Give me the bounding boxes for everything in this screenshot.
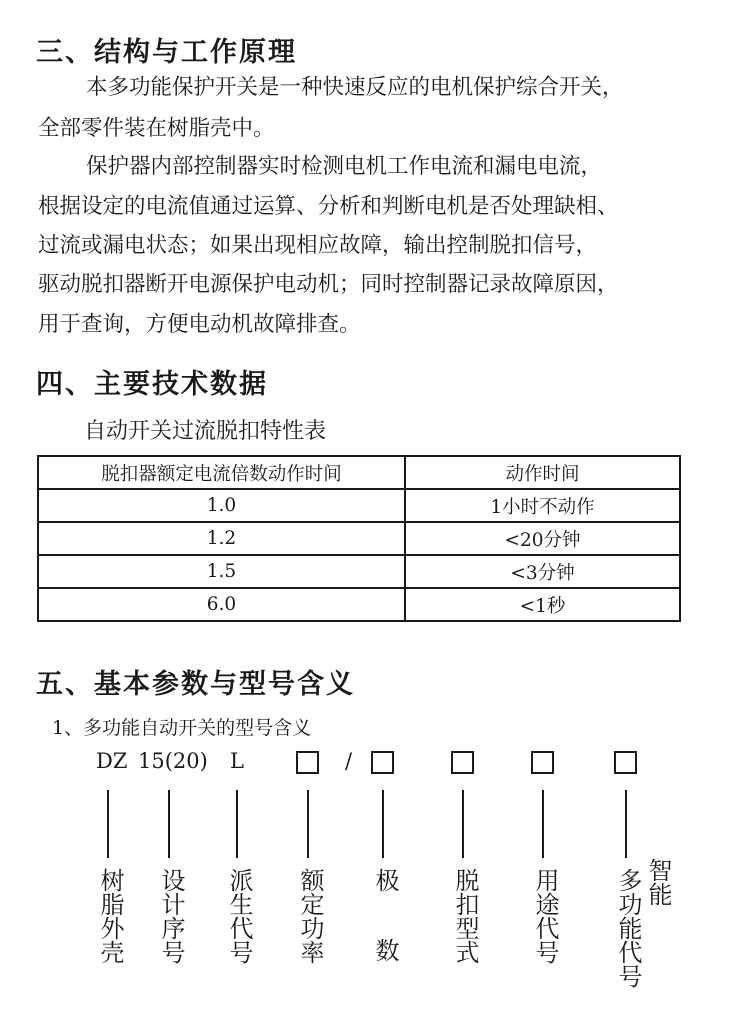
table-row — [38, 555, 680, 588]
paragraph-line: 保护器内部控制器实时检测电机工作电流和漏电电流， — [86, 154, 603, 179]
column-header: 脱扣器额定电流倍数动作时间 — [38, 456, 405, 489]
trip-characteristics-table — [37, 455, 681, 622]
label-rated-power: 额定功率 — [296, 868, 324, 964]
column-header: 动作时间 — [405, 456, 680, 489]
table-row — [38, 588, 680, 621]
paragraph-line: 根据设定的电流值通过运算、分析和判断电机是否处理缺相、 — [38, 194, 619, 219]
table-cell: <1秒 — [405, 588, 680, 621]
connector-line — [107, 790, 109, 858]
label-release-type: 脱扣型式 — [451, 868, 479, 964]
connector-line — [382, 790, 384, 858]
connector-line — [625, 790, 627, 858]
paragraph-line: 全部零件装在树脂壳中。 — [38, 116, 275, 141]
model-code-slash: / — [345, 749, 353, 773]
model-code-series: 15(20) — [138, 749, 208, 773]
label-poles-2: 数 — [371, 938, 399, 962]
paragraph-line: 驱动脱扣器断开电源保护电动机；同时控制器记录故障原因， — [38, 272, 619, 297]
connector-line — [542, 790, 544, 858]
model-placeholder-box — [451, 751, 474, 774]
table-cell: 1.0 — [38, 489, 405, 522]
paragraph-line: 过流或漏电状态；如果出现相应故障，输出控制脱扣信号， — [38, 233, 598, 258]
table-row — [38, 489, 680, 522]
model-placeholder-box — [614, 751, 637, 774]
connector-line — [307, 790, 309, 858]
table-cell: 1.2 — [38, 522, 405, 555]
table-cell: 1.5 — [38, 555, 405, 588]
model-code-l: L — [230, 749, 244, 773]
model-placeholder-box — [371, 751, 394, 774]
section-4-heading: 四、主要技术数据 — [36, 369, 268, 400]
model-placeholder-box — [296, 751, 319, 774]
connector-line — [168, 790, 170, 858]
table-cell: <3分钟 — [405, 555, 680, 588]
label-usage-code: 用途代号 — [531, 868, 559, 964]
table-cell: 6.0 — [38, 588, 405, 621]
table-cell: 1小时不动作 — [405, 489, 680, 522]
label-smart: 智能 — [644, 858, 672, 906]
label-derived-code: 派生代号 — [225, 868, 253, 964]
table-caption: 自动开关过流脱扣特性表 — [84, 419, 327, 444]
label-poles-1: 极 — [371, 868, 399, 892]
connector-line — [462, 790, 464, 858]
table-cell: <20分钟 — [405, 522, 680, 555]
table-row — [38, 522, 680, 555]
table-header-row — [38, 456, 680, 489]
connector-line — [236, 790, 238, 858]
label-multifunction-code: 多功能代号 — [614, 868, 642, 988]
section-3-heading: 三、结构与工作原理 — [36, 37, 297, 68]
model-placeholder-box — [531, 751, 554, 774]
model-code-dz: DZ — [96, 749, 128, 773]
paragraph-line: 用于查询，方便电动机故障排查。 — [38, 312, 361, 337]
section-5-heading: 五、基本参数与型号含义 — [36, 669, 355, 700]
label-resin-shell: 树脂外壳 — [96, 868, 124, 964]
label-design-number: 设计序号 — [157, 868, 185, 964]
model-meaning-subheading: 1、多功能自动开关的型号含义 — [52, 717, 312, 739]
paragraph-line: 本多功能保护开关是一种快速反应的电机保护综合开关， — [86, 75, 624, 100]
